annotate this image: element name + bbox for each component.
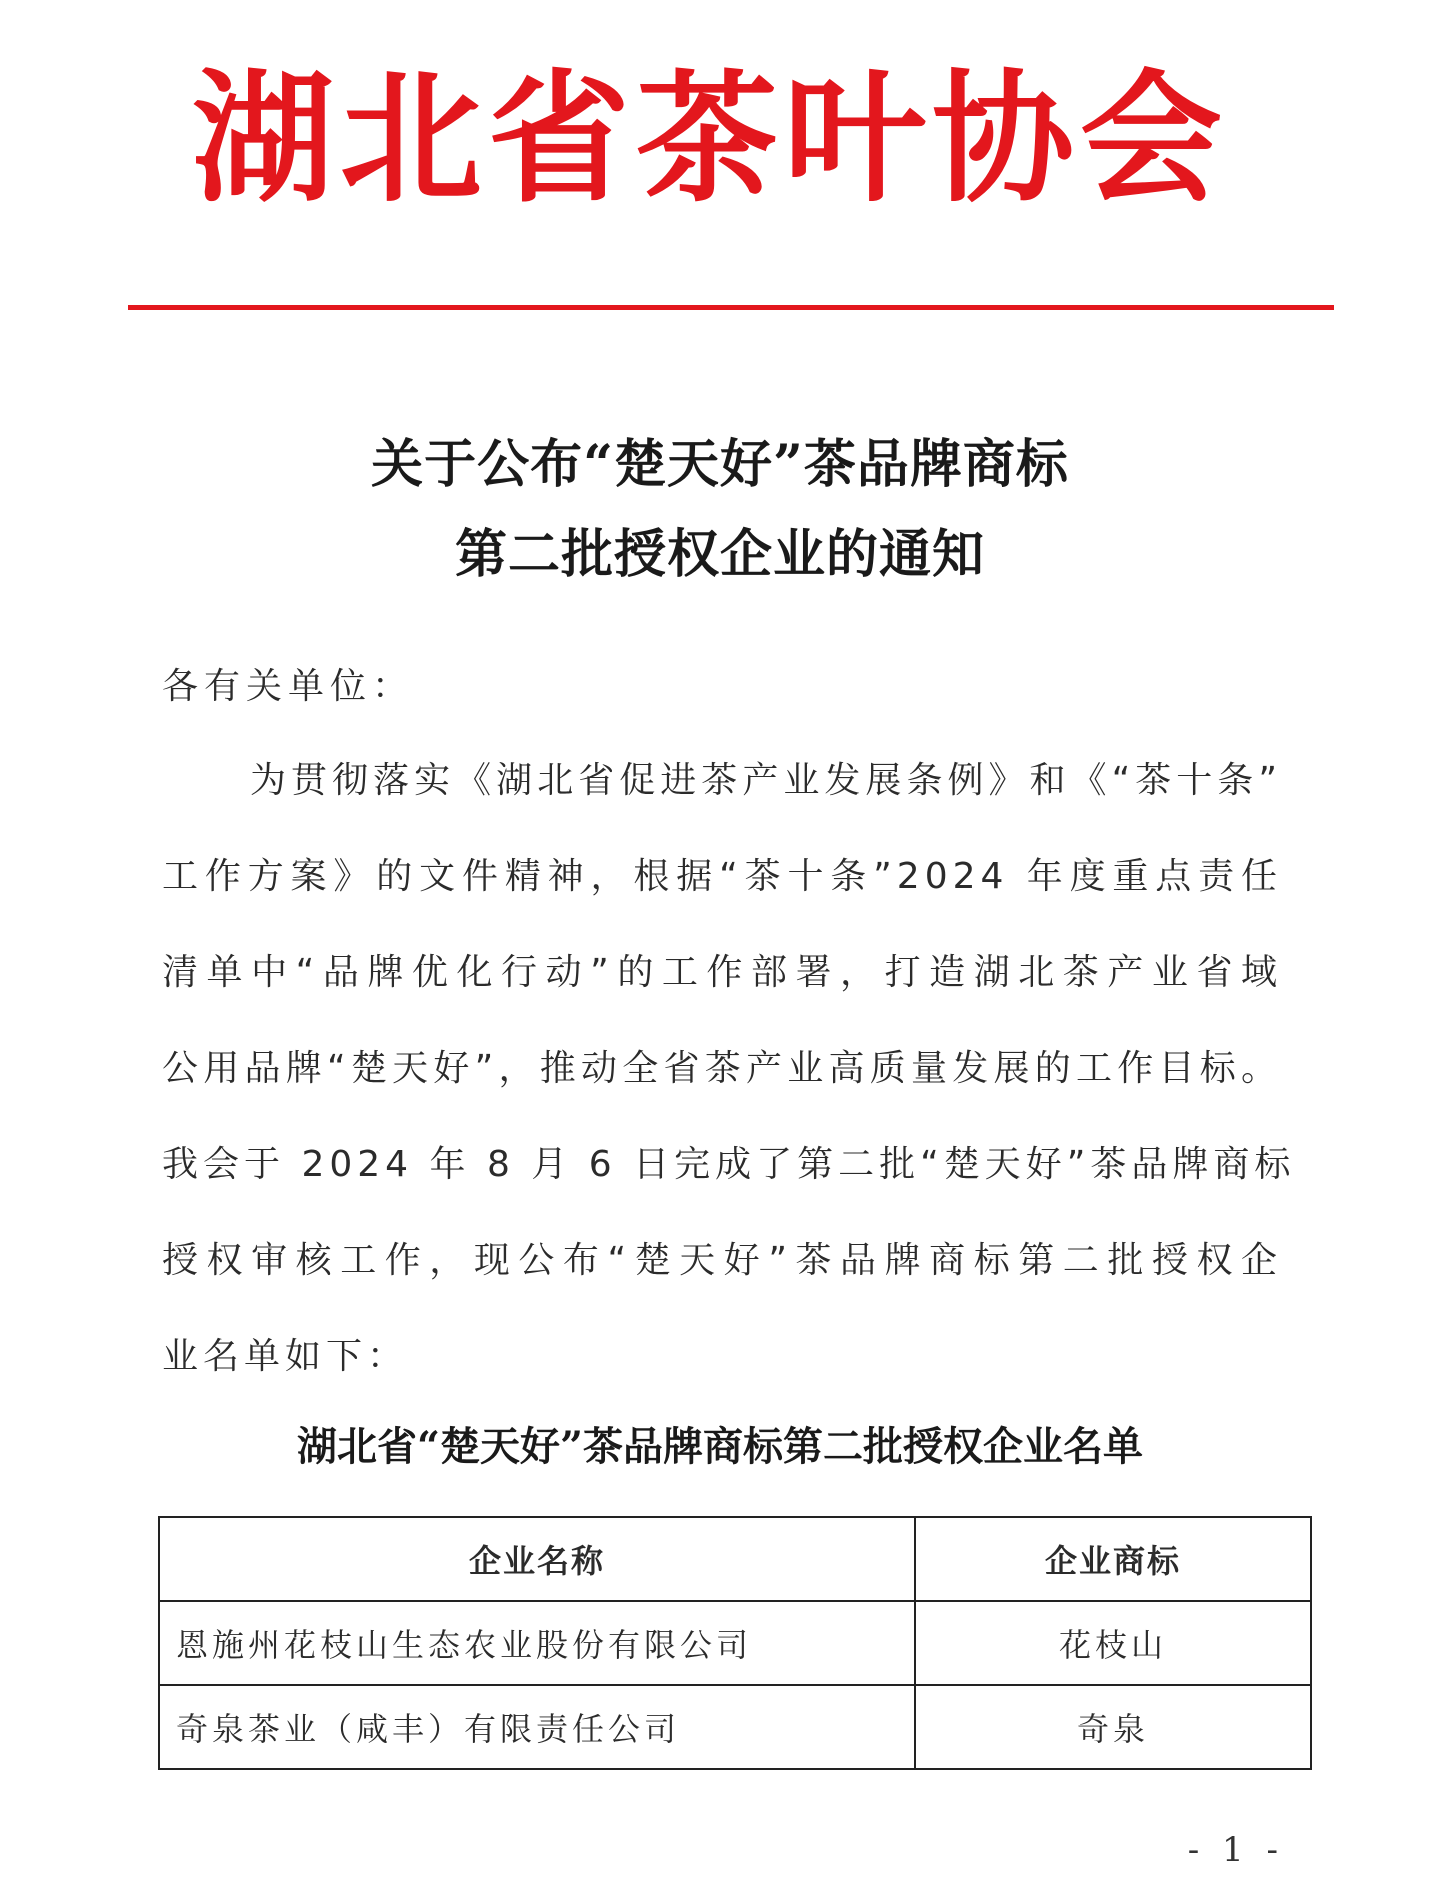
company-name-cell: 恩施州花枝山生态农业股份有限公司 (159, 1601, 915, 1685)
body-line: 业名单如下： (162, 1336, 409, 1377)
list-title: 湖北省“楚天好”茶品牌商标第二批授权企业名单 (296, 1423, 1143, 1470)
body-line: 为贯彻落实《湖北省促进茶产业发展条例》和《“茶十条” (250, 760, 1282, 801)
table-row (159, 1601, 1311, 1685)
table-header-row (159, 1517, 1311, 1601)
notice-title-line-2: 第二批授权企业的通知 (454, 524, 985, 585)
trademark-cell: 花枝山 (915, 1601, 1311, 1685)
masthead-title: 湖北省茶叶协会 (192, 56, 1228, 222)
body-line: 我会于 2024 年 8 月 6 日完成了第二批“楚天好”茶品牌商标 (162, 1144, 1296, 1185)
salutation: 各有关单位： (162, 666, 415, 707)
body-line: 授权审核工作，现公布“楚天好”茶品牌商标第二批授权企 (162, 1240, 1282, 1281)
body-line: 公用品牌“楚天好”，推动全省茶产业高质量发展的工作目标。 (162, 1048, 1282, 1089)
body-line: 清单中“品牌优化行动”的工作部署，打造湖北茶产业省域 (162, 952, 1282, 993)
column-header-company-name: 企业名称 (159, 1517, 915, 1601)
authorized-companies-table (158, 1516, 1312, 1770)
page-number: - 1 - (1187, 1830, 1284, 1870)
trademark-cell: 奇泉 (915, 1685, 1311, 1769)
company-name-cell: 奇泉茶业（咸丰）有限责任公司 (159, 1685, 915, 1769)
body-line: 工作方案》的文件精神，根据“茶十条”2024 年度重点责任 (162, 856, 1282, 897)
table-row (159, 1685, 1311, 1769)
notice-title-line-1: 关于公布“楚天好”茶品牌商标 (371, 434, 1069, 495)
red-divider (128, 305, 1334, 310)
column-header-trademark: 企业商标 (915, 1517, 1311, 1601)
